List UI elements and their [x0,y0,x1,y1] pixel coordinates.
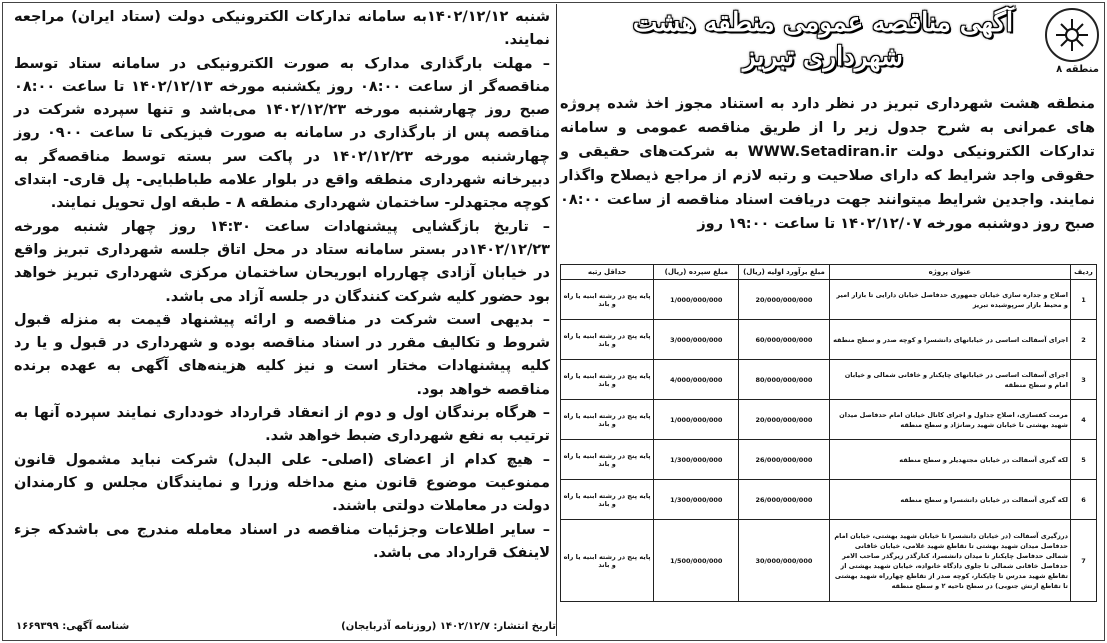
deposit-amount: 1/500/000/000 [654,520,739,602]
col-header-estimate: مبلغ برآورد اولیه (ریال) [739,265,829,280]
estimate-amount: 20/000/000/000 [739,280,829,320]
table-row [561,520,1097,602]
paragraph: – بدیهی است شرکت در مناقصه و ارائه پیشنهاد قیمت به منزله قبول شروط و تکالیف مقرر در اسناد مناقصه بوده و شهرداری در قبول و یا رد کلیه پیشنهادات مختار است و نیز کلیه هزینه‌های آگهی به عهده برنده مناقصه خواهد بود. [14,311,550,398]
intro-paragraph: منطقه هشت شهرداری تبریز در نظر دارد به استناد مجوز اخذ شده پروژه های عمرانی به شرح جدول زیر را از طریق مناقصه عمومی و سامانه تدارکات الکترونیکی دولت WWW.Setadiran.ir به شرکت‌های حقیقی و حقوقی واجد شرایط که دارای صلاحیت و رتبه لازم از مراجع ذیصلاح واگذار نمایند. واجدین شرایط میتوانند جهت دریافت اسناد مناقصه از ساعت ۰۸:۰۰ صبح روز دوشنبه مورخه ۱۴۰۲/۱۲/۰۷ تا ساعت ۱۹:۰۰ روز [560,96,1095,232]
row-number: 4 [1070,400,1096,440]
publish-date: تاریخ انتشار: ۱۴۰۲/۱۲/۷ (روزنامه آذربایجان) [341,621,556,632]
estimate-amount: 20/000/000/000 [739,400,829,440]
left-column [8,4,556,636]
deposit-amount: 1/000/000/000 [654,400,739,440]
paragraph: – سایر اطلاعات وجزئیات مناقصه در اسناد معامله مندرج می باشدکه جزء لاینفک قرارداد می باشد. [14,521,550,561]
table-row [561,440,1097,480]
ad-id: شناسه آگهی: ۱۶۶۹۳۹۹ [16,621,130,632]
project-title: اصلاح و جداره سازی خیابان جمهوری حدفاصل خیابان دارایی تا بازار امیر و محیط بازار سرپوشیده تبریز [829,280,1070,320]
deposit-amount: 1/300/000/000 [654,440,739,480]
estimate-amount: 26/000/000/000 [739,440,829,480]
paragraph: – هیچ کدام از اعضای (اصلی- علی البدل) شرکت نباید مشمول قانون ممنوعیت موضوع قانون منع مداخله وزرا و نمایندگان مجلس و کارمندان دولت در معاملات دولتی باشند. [14,451,550,515]
col-header-rank: حداقل رتبه [561,265,654,280]
paragraph: – هرگاه برندگان اول و دوم از انعقاد قرارداد خودداری نمایند سپرده آنها به ترتیب به نفع شهرداری ضبط خواهد شد. [14,405,550,445]
min-rank: پایه پنج در رشته ابنیه یا راه و باند [561,440,654,480]
min-rank: پایه پنج در رشته ابنیه یا راه و باند [561,320,654,360]
table-row [561,280,1097,320]
project-title: اجرای آسفالت اساسی در خیابانهای دانشسرا و کوچه صدر و سطح منطقه [829,320,1070,360]
table-row [561,400,1097,440]
project-title: اجرای آسفالت اساسی در خیابانهای چایکنار و خاقانی شمالی و خیابان امام و سطح منطقه [829,360,1070,400]
headline-line-2: شهرداری تبریز [743,42,903,72]
min-rank: پایه پنج در رشته ابنیه یا راه و باند [561,360,654,400]
headline-line-1: آگهی مناقصه عمومی منطقه هشت [632,8,1014,38]
col-header-row-number: ردیف [1070,265,1096,280]
projects-table [560,264,1097,636]
table-header-row [561,265,1097,280]
row-number: 5 [1070,440,1096,480]
conditions-text [14,6,550,565]
estimate-amount: 26/000/000/000 [739,480,829,520]
col-header-title: عنوان پروژه [829,265,1070,280]
table-row [561,360,1097,400]
paragraph: – تاریخ بازگشایی پیشنهادات ساعت ۱۴:۳۰ روز چهار شنبه مورخه ۱۴۰۲/۱۲/۲۳در بستر سامانه ستاد در محل اتاق جلسه شهرداری تبریز واقع در خیابان آزادی چهارراه ابوریحان ساختمان مرکزی شهرداری تبریز خواهد بود حضور کلیه شرکت کنندگان در جلسه آزاد می باشد. [14,218,551,305]
deposit-amount: 1/300/000/000 [654,480,739,520]
deposit-amount: 3/000/000/000 [654,320,739,360]
row-number: 7 [1070,520,1096,602]
min-rank: پایه پنج در رشته ابنیه یا راه و باند [561,280,654,320]
project-title: لکه گیری آسفالت در خیابان دانشسرا و سطح منطقه [829,480,1070,520]
min-rank: پایه پنج در رشته ابنیه یا راه و باند [561,480,654,520]
paragraph: – مهلت بارگذاری مدارک به صورت الکترونیکی در سامانه ستاد توسط مناقصه‌گر از ساعت ۰۸:۰۰ روز یکشنبه مورخه ۱۴۰۲/۱۲/۱۳ تا ساعت ۰۸:۰۰ صبح روز چهارشنبه مورخه ۱۴۰۲/۱۲/۲۳ می‌باشد و تنها سپرده شرکت در مناقصه پس از بارگذاری در سامانه به صورت فیزیکی تا ساعت ۰۹۰۰ روز چهارشنبه مورخه ۱۴۰۲/۱۲/۲۳ در پاکت سر بسته توسط مناقصه‌گر به دبیرخانه شهرداری منطقه واقع در بلوار علامه طباطبایی- پل قاری- ابتدای کوچه مجتهدلر- ساختمان شهرداری منطقه ۸ - طبقه اول تحویل نمایند. [14,55,551,212]
project-title: لکه گیری آسفالت در خیابان مجتهدیلر و سطح منطقه [829,440,1070,480]
estimate-amount: 60/000/000/000 [739,320,829,360]
row-number: 1 [1070,280,1096,320]
min-rank: پایه پنج در رشته ابنیه یا راه و باند [561,400,654,440]
estimate-amount: 30/000/000/000 [739,520,829,602]
table-row [561,480,1097,520]
project-title: مرمت کفسازی، اصلاح جداول و اجرای کانال خیابان امام حدفاصل میدان شهید بهشتی تا خیابان شهید رضانژاد و سطح منطقه [829,400,1070,440]
project-title: درزگیری آسفالت (در خیابان دانشسرا تا خیابان شهید بهشتی، خیابان امام حدفاصل میدان شهید بهشتی تا تقاطع شهید غلامی، خیابان خاقانی شمالی حدفاصل چایکنار تا میدان دانشسرا، کنارگذر زیرگذر صاحب الامر حدفاصل خاقانی شمالی تا جلوی دادگاه خانواده، خیابان شهید بهشتی از تقاطع شهید مدرس تا چایکنار، کوچه صدر از تقاطع چهارراه شهید بهشتی تا تقاطع ارتش جنوبی) در سطح ناحیه ۲ و سطح منطقه [829,520,1070,602]
municipality-logo-icon [1045,8,1099,62]
ad-headline [613,6,1033,74]
column-divider [556,4,557,636]
row-number: 2 [1070,320,1096,360]
col-header-deposit: مبلغ سپرده (ریال) [654,265,739,280]
estimate-amount: 80/000/000/000 [739,360,829,400]
min-rank: پایه پنج در رشته ابنیه یا راه و باند [561,520,654,602]
table-row [561,320,1097,360]
row-number: 6 [1070,480,1096,520]
deposit-amount: 4/000/000/000 [654,360,739,400]
row-number: 3 [1070,360,1096,400]
right-column [558,4,1103,636]
region-label: منطقه ۸ [1056,64,1099,75]
deposit-amount: 1/000/000/000 [654,280,739,320]
paragraph: شنبه ۱۴۰۲/۱۲/۱۲به سامانه تدارکات الکترونیکی دولت (ستاد ایران) مراجعه نمایند. [14,9,550,49]
ad-footer [16,621,556,632]
